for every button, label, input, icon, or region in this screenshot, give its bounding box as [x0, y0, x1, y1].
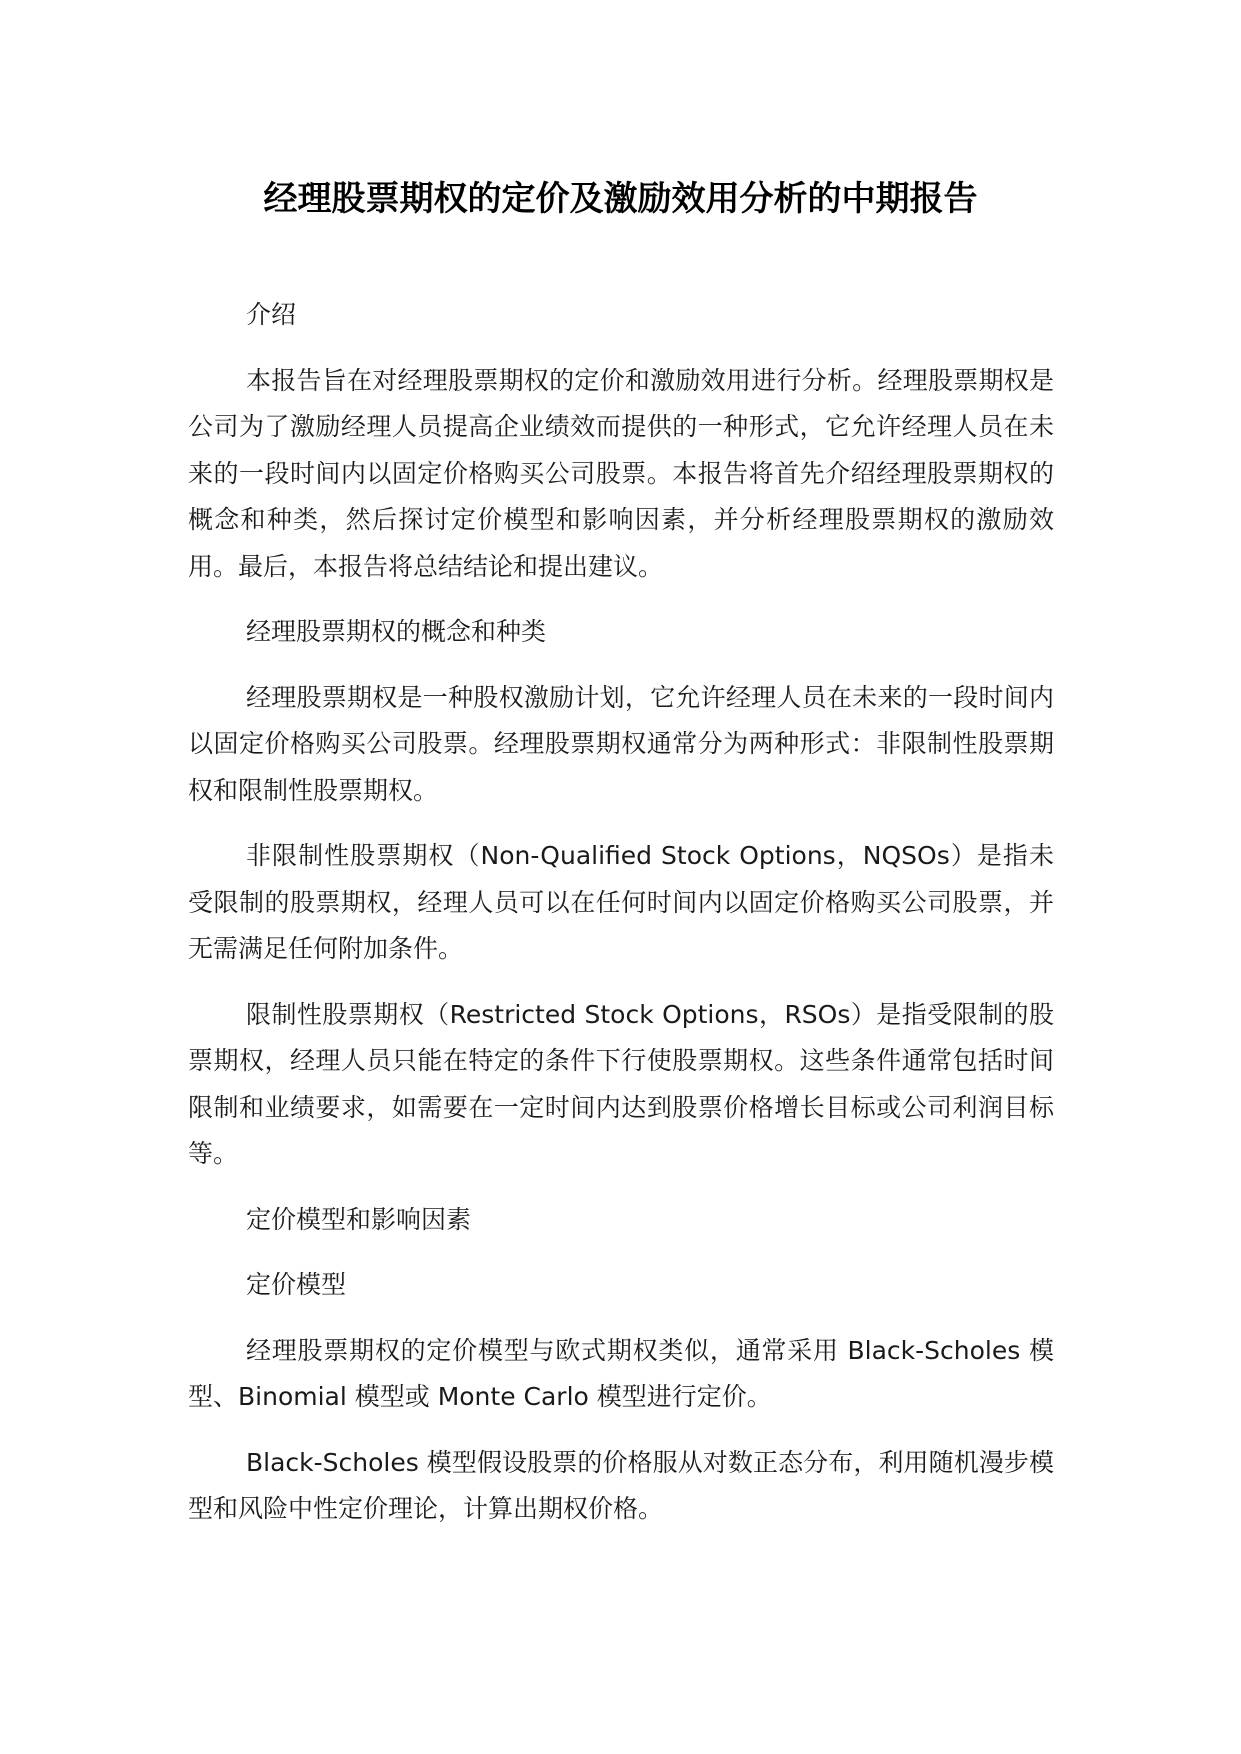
paragraph-nqso: 非限制性股票期权（Non-Qualified Stock Options，NQSOs）是指未受限制的股票期权，经理人员可以在任何时间内以固定价格购买公司股票，并无需满足任何附加条件。 [188, 841, 1054, 963]
section-heading-concept: 经理股票期权的概念和种类 [246, 617, 547, 646]
section-heading-pricing-factors: 定价模型和影响因素 [246, 1204, 472, 1234]
paragraph-black-scholes: Black-Scholes 模型假设股票的价格服从对数正态分布，利用随机漫步模型和风险中性定价理论，计算出期权价格。 [188, 1447, 1054, 1523]
paragraph-intro: 本报告旨在对经理股票期权的定价和激励效用进行分析。经理股票期权是公司为了激励经理人员提高企业绩效而提供的一种形式，它允许经理人员在未来的一段时间内以固定价格购买公司股票。本报告将首先介绍经理股票期权的概念和种类，然后探讨定价模型和影响因素，并分析经理股票期权的激励效用。最后，本报告将总结结论和提出建议。 [188, 365, 1054, 581]
section-heading-intro: 介绍 [246, 300, 297, 329]
paragraph-pricing-model: 经理股票期权的定价模型与欧式期权类似，通常采用 Black-Scholes 模型、Binomial 模型或 Monte Carlo 模型进行定价。 [188, 1335, 1054, 1411]
section-heading-pricing-model: 定价模型 [246, 1270, 347, 1299]
paragraph-concept: 经理股票期权是一种股权激励计划，它允许经理人员在未来的一段时间内以固定价格购买公司股票。经理股票期权通常分为两种形式：非限制性股票期权和限制性股票期权。 [188, 682, 1054, 805]
document-title: 经理股票期权的定价及激励效用分析的中期报告 [263, 179, 978, 219]
document-body [188, 292, 1054, 1533]
paragraph-rso: 限制性股票期权（Restricted Stock Options，RSOs）是指受限制的股票期权，经理人员只能在特定的条件下行使股票期权。这些条件通常包括时间限制和业绩要求，如需要在一定时间内达到股票价格增长目标或公司利润目标等。 [188, 999, 1054, 1168]
